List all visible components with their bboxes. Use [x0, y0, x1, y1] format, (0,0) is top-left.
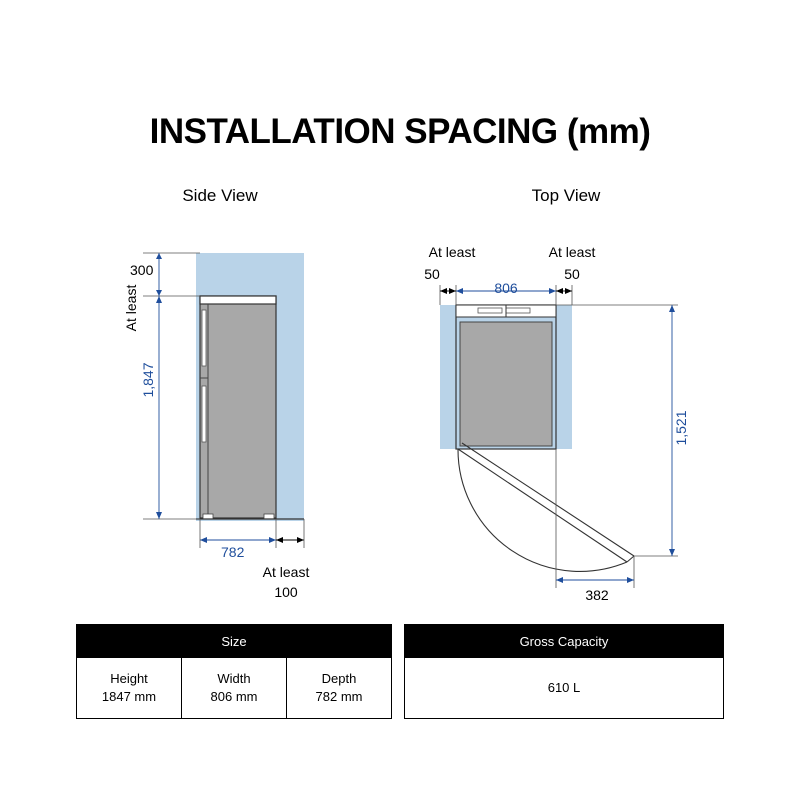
size-label-height: Height: [110, 671, 148, 687]
table-row: [77, 658, 392, 719]
size-table: [76, 624, 392, 719]
side-top-clearance-value: 300: [130, 262, 154, 278]
top-view-label: Top View: [531, 186, 601, 205]
side-rear-clearance-value: 100: [274, 584, 298, 600]
side-depth-value: 782: [221, 544, 245, 560]
top-width-value: 806: [494, 280, 518, 296]
capacity-table-header: Gross Capacity: [405, 625, 724, 658]
top-left-clearance-value: 50: [424, 266, 440, 282]
side-top-clearance-prefix: At least: [123, 284, 139, 332]
top-right-clearance-prefix: At least: [548, 244, 596, 260]
capacity-value: 610 L: [405, 658, 724, 719]
size-cell-height: [77, 658, 182, 719]
side-view-label: Side View: [182, 186, 258, 205]
size-label-depth: Depth: [321, 671, 357, 687]
capacity-table-header-row: [405, 625, 724, 658]
top-total-depth-value: 1,521: [673, 410, 689, 446]
size-cell-depth: [287, 658, 392, 719]
gross-capacity-table: [404, 624, 724, 719]
page-title: INSTALLATION SPACING (mm): [149, 112, 651, 151]
side-rear-clearance-prefix: At least: [262, 564, 310, 580]
size-table-header: Size: [77, 625, 392, 658]
top-left-clearance-prefix: At least: [428, 244, 476, 260]
side-height-value: 1,847: [140, 362, 156, 398]
size-value-depth: 782 mm: [315, 689, 363, 704]
size-cell-width: [182, 658, 287, 719]
size-value-width: 806 mm: [210, 689, 258, 704]
table-row: [405, 658, 724, 719]
top-door-depth-value: 382: [585, 587, 609, 603]
size-table-header-row: [77, 625, 392, 658]
size-label-width: Width: [217, 671, 251, 687]
top-right-clearance-value: 50: [564, 266, 580, 282]
size-value-height: 1847 mm: [101, 689, 157, 704]
